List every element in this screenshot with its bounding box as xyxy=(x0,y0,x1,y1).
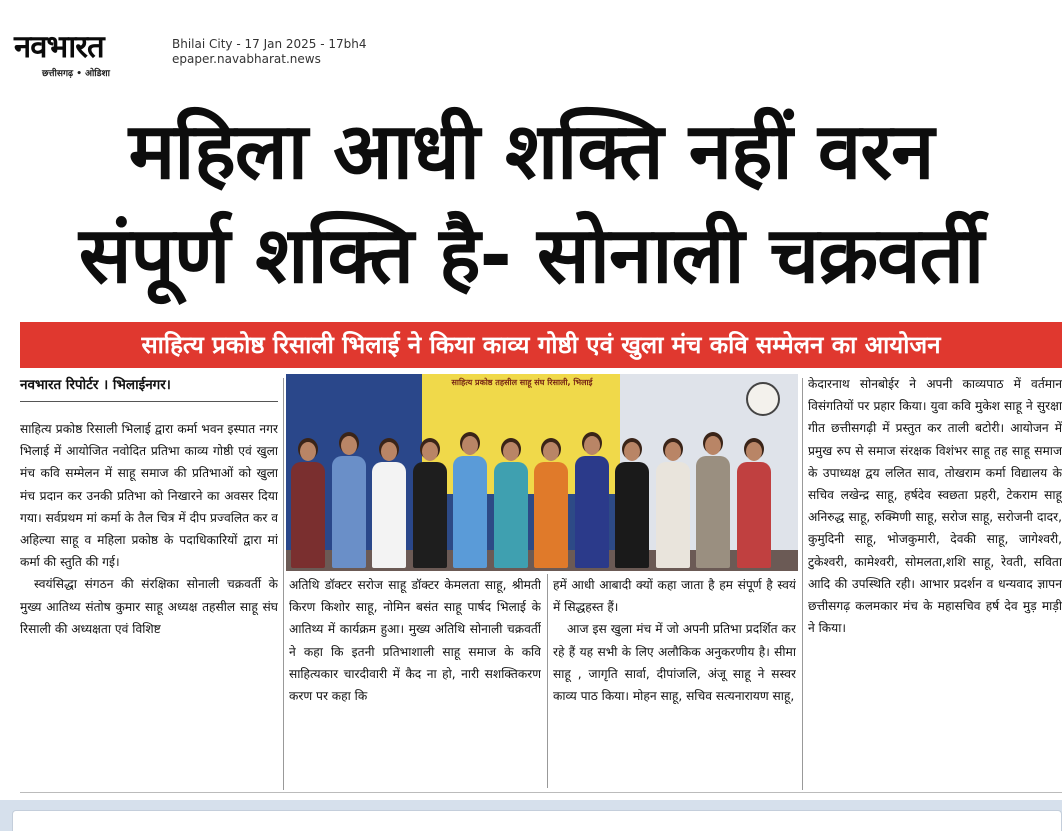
article-column-4 xyxy=(808,373,1062,789)
headline-line-1: महिला आधी शक्ति नहीं वरन xyxy=(128,107,934,197)
person-garment xyxy=(615,462,649,568)
subheadline: साहित्य प्रकोष्ठ रिसाली भिलाई ने किया काव्य गोष्ठी एवं खुला मंच कवि सम्मेलन का आयोजन xyxy=(141,331,941,359)
person-face xyxy=(341,436,357,455)
photo-banner-text: साहित्य प्रकोष्ठ तहसील साहू संघ रिसाली, भिलाई xyxy=(451,378,593,387)
person-figure xyxy=(450,430,490,570)
person-garment xyxy=(291,462,325,568)
person-figure xyxy=(410,436,450,571)
emblem-icon xyxy=(746,382,780,416)
event-photo xyxy=(286,374,798,571)
headline xyxy=(0,100,1062,308)
article-column-1 xyxy=(20,418,278,790)
person-figure xyxy=(572,430,612,570)
person-garment xyxy=(372,462,406,568)
person-figure xyxy=(612,436,652,571)
person-garment xyxy=(413,462,447,568)
person-garment xyxy=(737,462,771,568)
site-url: epaper.navabharat.news xyxy=(172,52,321,66)
person-face xyxy=(584,436,600,455)
person-figure xyxy=(653,436,693,571)
column-divider xyxy=(802,378,803,790)
person-face xyxy=(300,442,316,461)
person-garment xyxy=(534,462,568,568)
paragraph: हमें आधी आबादी क्यों कहा जाता है हम संपूर्ण है स्वयं में सिद्धहस्त हैं। xyxy=(553,578,796,615)
headline-line-2: संपूर्ण शक्ति है- सोनाली चक्रवर्ती xyxy=(78,211,984,301)
bottom-rule xyxy=(20,792,1062,793)
person-figure xyxy=(288,436,328,571)
paragraph: स्वयंसिद्धा संगठन की संरक्षिका सोनाली चक्रवर्ती के मुख्य आतिथ्य संतोष कुमार साहू अध्यक्ष तहसील साहू संघ रिसाली की अध्यक्षता एवं विशिष्ट xyxy=(20,577,278,636)
person-garment xyxy=(656,462,690,568)
edition-info: Bhilai City - 17 Jan 2025 - 17bh4 xyxy=(172,37,367,51)
person-garment xyxy=(696,456,730,568)
person-figure xyxy=(531,436,571,571)
person-face xyxy=(462,436,478,455)
person-face xyxy=(746,442,762,461)
person-face xyxy=(665,442,681,461)
person-garment xyxy=(332,456,366,568)
subheadline-banner xyxy=(20,322,1062,368)
person-face xyxy=(503,442,519,461)
person-figure xyxy=(491,436,531,571)
person-figure xyxy=(369,436,409,571)
person-face xyxy=(381,442,397,461)
logo-subtitle: छत्तीसगढ़ • ओडिशा xyxy=(42,69,110,79)
person-figure xyxy=(734,436,774,571)
logo-text: नवभारत xyxy=(14,29,104,65)
article-column-3 xyxy=(553,574,796,784)
person-face xyxy=(543,442,559,461)
column-divider xyxy=(547,574,548,788)
person-garment xyxy=(453,456,487,568)
person-face xyxy=(422,442,438,461)
paragraph: अतिथि डॉक्टर सरोज साहू डॉक्टर केमलता साहू, श्रीमती किरण किशोर साहू, नोमिन बसंत साहू पार्षद भिलाई के आतिथ्य में कार्यक्रम हुआ। मुख्य अतिथि सोनाली चक्रवर्ती ने कहा कि इतनी प्रतिभाशाली साहू समाज के कवि साहित्यकार चारदीवारी में कैद ना हो, नारी सशक्तिकरण करण पर कहा कि xyxy=(289,578,541,704)
person-face xyxy=(624,442,640,461)
person-face xyxy=(705,436,721,455)
person-figure xyxy=(329,430,369,570)
paragraph: केदारनाथ सोनबोईर ने अपनी काव्यपाठ में वर्तमान विसंगतियों पर प्रहार किया। युवा कवि मुकेश साहू ने सुरक्षा गीत छत्तीसगढ़ी में प्रस्तुत कर ताली बटोरी। आयोजन में प्रमुख रुप से समाज संरक्षक विशंभर साहू तह साहू समाज के उपाध्यक्ष द्वय ललित साव, तोखराम कर्मा विद्यालय के सचिव लखेन्द्र साहू, हर्षदेव स्वछता प्रहरी, टेकराम साहू अनिरुद्ध साहू, रुक्मिणी साहू, सरोज साहू, सरोजनी दादर, कुमुदिनी साहू, भोजकुमारी, देवकी साहू, जागेश्वरी, टुकेश्वरी, कामेश्वरी, सोमलता,शशि साहू, रेवती, सविता आदि की उपस्थिति रही। आभार प्रदर्शन व धन्यवाद ज्ञापन छत्तीसगढ़ कलमकार मंच के महासचिव हर्ष देव मुड़ माड़ी ने किया। xyxy=(808,377,1062,636)
paragraph: आज इस खुला मंच में जो अपनी प्रतिभा प्रदर्शित कर रहे हैं यह सभी के लिए अलौकिक अनुकरणीय है। सीमा साहू , जागृति सार्वा, दीपांजलि, अंजू साहू ने सस्वर काव्य पाठ किया। मोहन साहू, सचिव सत्यनारायण साहू, xyxy=(553,622,796,704)
person-garment xyxy=(494,462,528,568)
article-column-2 xyxy=(289,574,541,784)
browser-address-field[interactable] xyxy=(12,810,1062,831)
person-garment xyxy=(575,456,609,568)
person-figure xyxy=(693,430,733,570)
masthead xyxy=(0,0,1062,92)
byline: नवभारत रिपोर्टर । भिलाईनगर। xyxy=(20,375,278,402)
column-divider xyxy=(283,378,284,790)
paragraph: साहित्य प्रकोष्ठ रिसाली भिलाई द्वारा कर्मा भवन इस्पात नगर भिलाई में आयोजित नवोदित प्रतिभा काव्य गोष्ठी एवं खुला मंच कवि सम्मेलन में साहू समाज की प्रतिभाओं को खुला मंच प्रदान कर उनकी प्रतिभा को निखारने का अवसर दिया गया। सर्वप्रथम मां कर्मा के तैल चित्र में दीप प्रज्वलित कर व अहिल्या साहू व महिला प्रकोष्ठ के पदाधिकारियों द्वारा मां कर्मा की स्तुति की गई। xyxy=(20,422,278,570)
newspaper-logo xyxy=(14,30,160,82)
